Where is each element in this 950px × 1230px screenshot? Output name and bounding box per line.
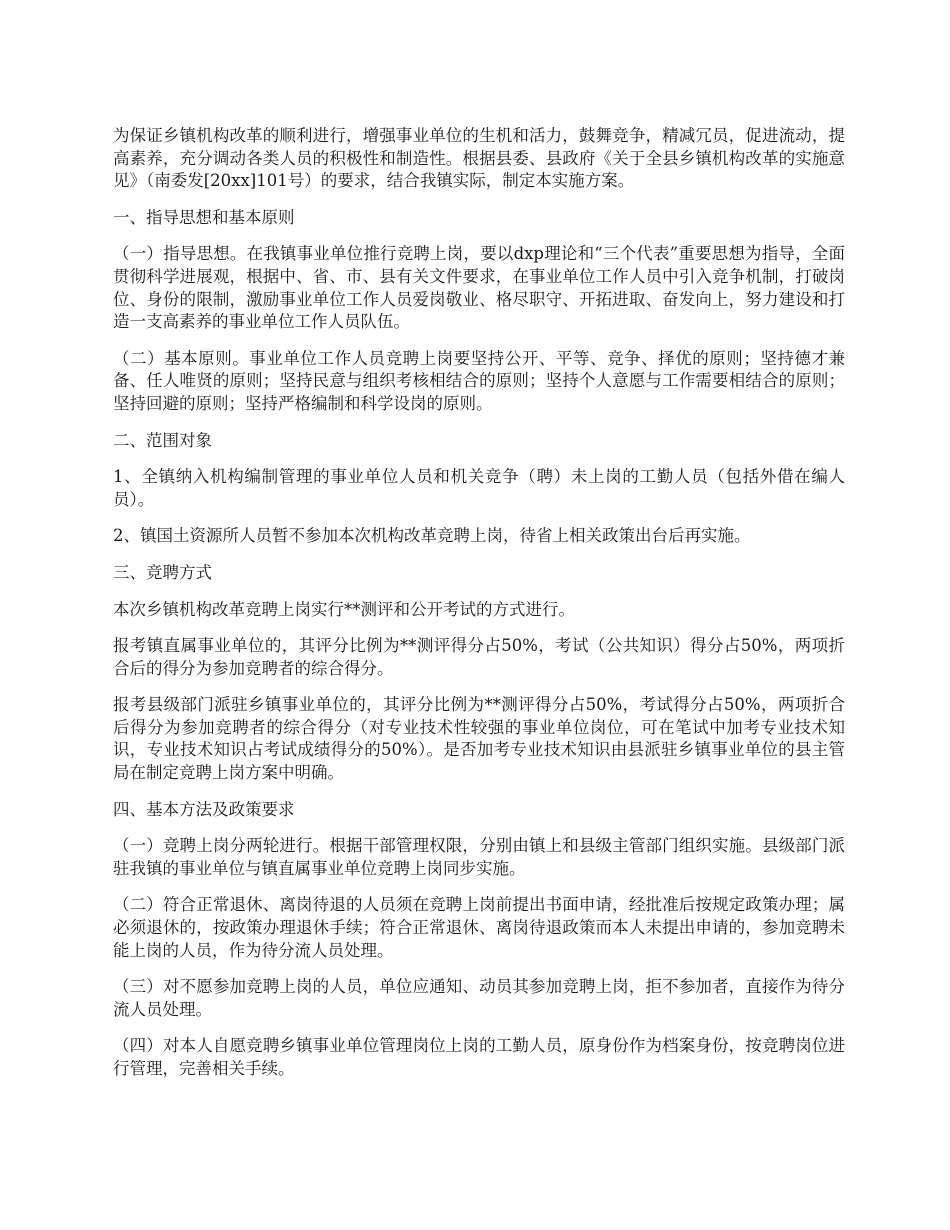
section-heading-guiding-principles: 一、指导思想和基本原则	[113, 207, 295, 227]
paragraph-method-town-units: 报考镇直属事业单位的，其评分比例为**测评得分占50%，考试（公共知识）得分占50%，两项折合后的得分为参加竞聘者的综合得分。	[113, 636, 845, 678]
section-heading-policy: 四、基本方法及政策要求	[113, 799, 295, 819]
paragraph-policy-1: （一）竞聘上岗分两轮进行。根据干部管理权限，分别由镇上和县级主管部门组织实施。县级部门派驻我镇的事业单位与镇直属事业单位竞聘上岗同步实施。	[113, 836, 845, 878]
intro-paragraph: 为保证乡镇机构改革的顺利进行，增强事业单位的生机和活力，鼓舞竞争，精减冗员，促进流动，提高素养，充分调动各类人员的积极性和制造性。根据县委、县政府《关于全县乡镇机构改革的实施意见》（南委发[20xx]101号）的要求，结合我镇实际，制定本实施方案。	[113, 126, 845, 191]
section-heading-scope: 二、范围对象	[113, 430, 212, 450]
section-heading-method: 三、竞聘方式	[113, 562, 212, 582]
paragraph-policy-4: （四）对本人自愿竞聘乡镇事业单位管理岗位上岗的工勤人员，原身份作为档案身份，按竞聘岗位进行管理，完善相关手续。	[113, 1036, 845, 1078]
paragraph-method-county-units: 报考县级部门派驻乡镇事业单位的，其评分比例为**测评得分占50%，考试得分占50%，两项折合后得分为参加竞聘者的综合得分（对专业技术性较强的事业单位岗位，可在笔试中加考专业技术知识，专业技术知识占考试成绩得分的50%）。是否加考专业技术知识由县派驻乡镇事业单位的县主管局在制定竞聘上岗方案中明确。	[113, 695, 845, 783]
document-body	[113, 125, 845, 1095]
paragraph-scope-item-2: 2、镇国土资源所人员暂不参加本次机构改革竞聘上岗，待省上相关政策出台后再实施。	[113, 526, 751, 546]
paragraph-policy-3: （三）对不愿参加竞聘上岗的人员，单位应通知、动员其参加竞聘上岗，拒不参加者，直接作为待分流人员处理。	[113, 977, 845, 1019]
paragraph-basic-principles: （二）基本原则。事业单位工作人员竞聘上岗要坚持公开、平等、竞争、择优的原则；坚持德才兼备、任人唯贤的原则；坚持民意与组织考核相结合的原则；坚持个人意愿与工作需要相结合的原则；坚持回避的原则；坚持严格编制和科学设岗的原则。	[113, 348, 845, 413]
paragraph-scope-item-1: 1、全镇纳入机构编制管理的事业单位人员和机关竞争（聘）未上岗的工勤人员（包括外借在编人员）。	[113, 467, 845, 509]
paragraph-policy-2: （二）符合正常退休、离岗待退的人员须在竞聘上岗前提出书面申请，经批准后按规定政策办理；属必须退休的，按政策办理退休手续；符合正常退休、离岗待退政策而本人未提出申请的，参加竞聘未能上岗的人员，作为待分流人员处理。	[113, 895, 845, 960]
paragraph-guiding-thought: （一）指导思想。在我镇事业单位推行竞聘上岗，要以dxp理论和“三个代表”重要思想为指导，全面贯彻科学进展观，根据中、省、市、县有关文件要求，在事业单位工作人员中引入竞争机制，打破岗位、身份的限制，激励事业单位工作人员爱岗敬业、格尽职守、开拓进取、奋发向上，努力建设和打造一支高素养的事业单位工作人员队伍。	[113, 244, 845, 332]
paragraph-method-intro: 本次乡镇机构改革竞聘上岗实行**测评和公开考试的方式进行。	[113, 599, 575, 619]
